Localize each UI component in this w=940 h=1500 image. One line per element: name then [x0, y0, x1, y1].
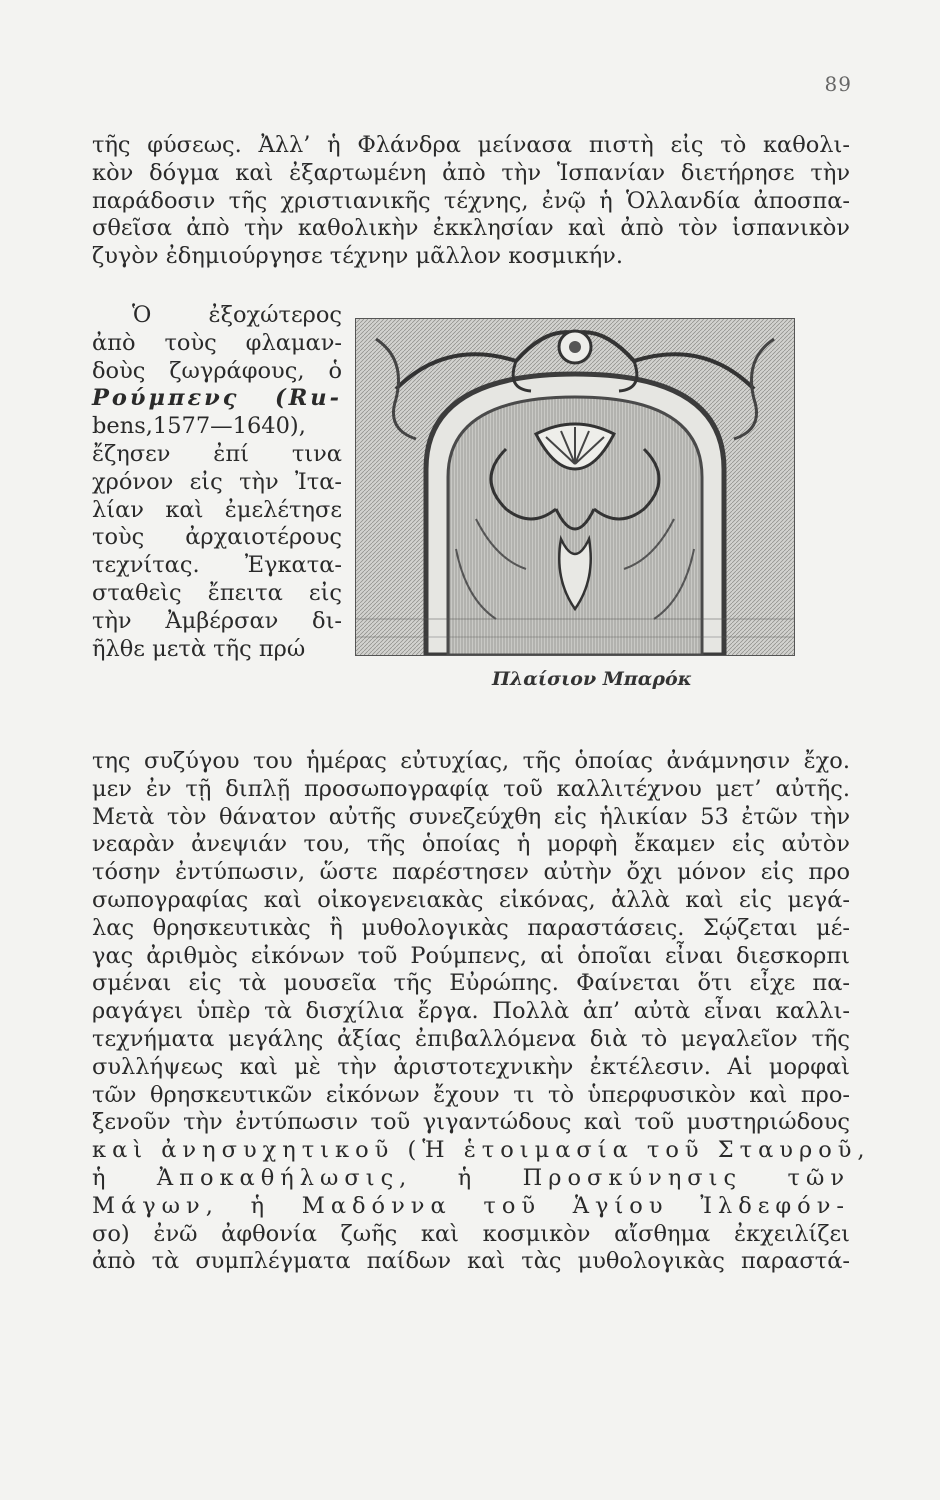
text-line: της συζύγου του ἡμέρας εὐτυχίας, τῆς ὁποίας ἀνάμνησιν ἔχο.	[92, 748, 850, 774]
text-line: ἔζησεν ἐπί τινα	[92, 440, 342, 467]
text-line: σο) ἐνῶ ἀφθονία ζωῆς καὶ κοσμικὸν αἴσθημα ἐκχειλίζει	[92, 1220, 850, 1247]
text-line: συλλήψεως καὶ μὲ τὴν ἀριστοτεχνικὴν ἐκτέλεσιν. Αἱ μορφαὶ	[92, 1053, 850, 1080]
text-line: σταθεὶς ἔπειτα εἰς	[92, 579, 342, 606]
text-line: χρόνον εἰς τὴν Ἰτα-	[92, 468, 342, 495]
text-line: σμέναι εἰς τὰ μουσεῖα τῆς Εὐρώπης. Φαίνεται ὅτι εἶχε πα-	[92, 970, 850, 997]
text-line-rubens-name: Ρούμπενς (Ru-	[92, 385, 342, 412]
figure-caption: Πλαίσιον Μπαρόκ	[492, 668, 692, 690]
text-line: ξενοῦν τὴν ἐντύπωσιν τοῦ γιγαντώδους καὶ τοῦ μυστηριώδους	[92, 1109, 850, 1136]
text-line: τεχνήματα μεγάλης ἀξίας ἐπιβαλλόμενα διὰ τὸ μεγαλεῖον τῆς	[92, 1025, 850, 1052]
text-line: τόσην ἐντύπωσιν, ὥστε παρέστησεν αὐτὴν ὄχι μόνον εἰς προ	[92, 859, 850, 886]
text-line: τῶν θρησκευτικῶν εἰκόνων ἔχουν τι τὸ ὑπερφυσικὸν καὶ προ-	[92, 1081, 850, 1108]
paragraph-bottom	[92, 748, 871, 1276]
text-line-spaced: ἡ Ἀποκαθήλωσις, ἡ Προσκύνησις τῶν	[92, 1164, 850, 1191]
text-line: bens,1577—1640),	[92, 413, 306, 440]
text-line-spaced: καὶ ἀνησυχητικοῦ (Ἡ ἑτοιμασία τοῦ Σταυροῦ,	[92, 1137, 871, 1164]
paragraph-rubens-intro	[92, 302, 342, 663]
text-line: γας ἀριθμὸς εἰκόνων τοῦ Ρούμπενς, αἱ ὁποῖαι εἶναι διεσκορπι	[92, 942, 850, 969]
text-line: ῆλθε μετὰ τῆς πρώ	[92, 635, 306, 662]
baroque-frame-illustration	[355, 318, 795, 656]
text-line: δοὺς ζωγράφους, ὁ	[92, 357, 342, 384]
text-line: Μετὰ τὸν θάνατον αὐτῆς συνεζεύχθη εἰς ἡλικίαν 53 ἐτῶν τὴν	[92, 803, 850, 830]
text-line: σθεῖσα ἀπὸ τὴν καθολικὴν ἐκκλησίαν καὶ ἀπὸ τὸν ἱσπανικὸν	[92, 215, 850, 242]
text-line: μεν ἐν τῇ διπλῇ προσωπογραφίᾳ τοῦ καλλιτέχνου μετ’ αὐτῆς.	[92, 775, 850, 802]
text-line: νεαρὰν ἀνεψιάν του, τῆς ὁποίας ἡ μορφὴ ἔκαμεν εἰς αὐτὸν	[92, 831, 850, 858]
text-line: κὸν δόγμα καὶ ἐξαρτωμένη ἀπὸ τὴν Ἱσπανίαν διετήρησε τὴν	[92, 159, 850, 186]
page-number: 89	[824, 72, 852, 96]
text-line: παράδοσιν τῆς χριστιανικῆς τέχνης, ἐνῷ ἡ Ὁλλανδία ἀποσπα-	[92, 187, 850, 214]
text-line: ἀπὸ τοὺς φλαμαν-	[92, 329, 342, 356]
text-line: τεχνίτας. Ἐγκατα-	[92, 552, 342, 579]
text-line: ζυγὸν ἐδημιούργησε τέχνην μᾶλλον κοσμικήν.	[92, 243, 624, 270]
text-line: ἀπὸ τὰ συμπλέγματα παίδων καὶ τὰς μυθολογικὰς παραστά-	[92, 1248, 850, 1275]
text-line: ραγάγει ὑπὲρ τὰ δισχίλια ἔργα. Πολλὰ ἀπ’ αὐτὰ εἶναι καλλι-	[92, 998, 850, 1025]
text-line: Ὁ ἐξοχώτερος	[132, 302, 342, 328]
text-line: τῆς φύσεως. Ἀλλ’ ἡ Φλάνδρα μείνασα πιστὴ εἰς τὸ καθολι-	[92, 132, 850, 158]
text-line: λας θρησκευτικὰς ἢ μυθολογικὰς παραστάσεις. Σῴζεται μέ-	[92, 914, 850, 941]
text-line: σωπογραφίας καὶ οἰκογενειακὰς εἰκόνας, ἀλλὰ καὶ εἰς μεγά-	[92, 886, 850, 913]
text-line: τοὺς ἀρχαιοτέρους	[92, 524, 342, 551]
text-line-spaced: Μάγων, ἡ Μαδόννα τοῦ Ἁγίου Ἰλδεφόν-	[92, 1192, 850, 1219]
paragraph-top	[92, 132, 850, 271]
text-line: λίαν καὶ ἐμελέτησε	[92, 496, 342, 523]
text-line: τὴν Ἀμβέρσαν δι-	[92, 607, 342, 634]
